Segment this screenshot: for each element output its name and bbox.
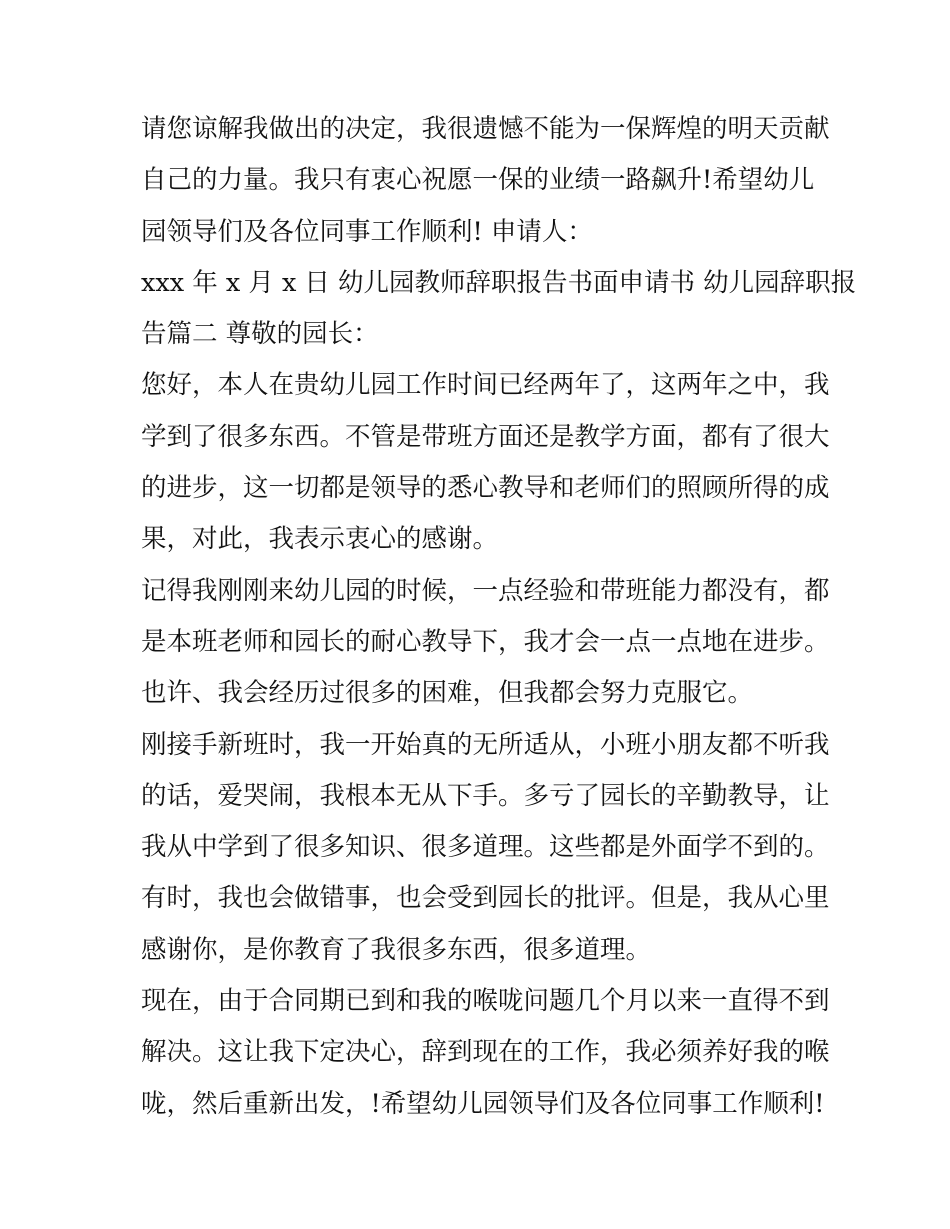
text-line: 请您谅解我做出的决定，我很遗憾不能为一保辉煌的明天贡献 xyxy=(141,114,830,144)
text-line: 刚接手新班时，我一开始真的无所适从，小班小朋友都不听我 xyxy=(141,729,830,760)
text-line: 咙，然后重新出发，!希望幼儿园领导们及各位同事工作顺利! xyxy=(141,1088,825,1119)
text-line: 学到了很多东西。不管是带班方面还是教学方面，都有了很大 xyxy=(141,421,830,452)
text-line: 告篇二 尊敬的园长： xyxy=(141,319,379,350)
text-line: 我从中学到了很多知识、很多道理。这些都是外面学不到的。 xyxy=(141,832,830,863)
text-line: 解决。这让我下定决心，辞到现在的工作，我必须养好我的喉 xyxy=(141,1037,830,1068)
text-line: 记得我刚刚来幼儿园的时候，一点经验和带班能力都没有，都 xyxy=(141,575,830,606)
text-line: xxx 年 x 月 x 日 幼儿园教师辞职报告书面申请书 幼儿园辞职报 xyxy=(141,267,857,298)
text-line: 感谢你，是你教育了我很多东西，很多道理。 xyxy=(141,934,652,965)
text-line: 有时，我也会做错事，也会受到园长的批评。但是，我从心里 xyxy=(141,883,830,914)
text-line: 是本班老师和园长的耐心教导下，我才会一点一点地在进步。 xyxy=(141,626,830,657)
text-line: 现在，由于合同期已到和我的喉咙问题几个月以来一直得不到 xyxy=(141,986,830,1017)
text-line: 自己的力量。我只有衷心祝愿一保的业绩一路飙升!希望幼儿 xyxy=(141,165,815,196)
text-line: 园领导们及各位同事工作顺利! 申请人： xyxy=(141,216,593,247)
text-line: 也许、我会经历过很多的困难，但我都会努力克服它。 xyxy=(141,678,754,709)
text-line: 果，对此，我表示衷心的感谢。 xyxy=(141,524,499,555)
text-line: 的进步，这一切都是领导的悉心教导和老师们的照顾所得的成 xyxy=(141,473,830,504)
text-line: 的话，爱哭闹，我根本无从下手。多亏了园长的辛勤教导，让 xyxy=(141,780,830,811)
document-body xyxy=(141,104,857,1130)
text-line: 您好，本人在贵幼儿园工作时间已经两年了，这两年之中，我 xyxy=(141,370,830,401)
